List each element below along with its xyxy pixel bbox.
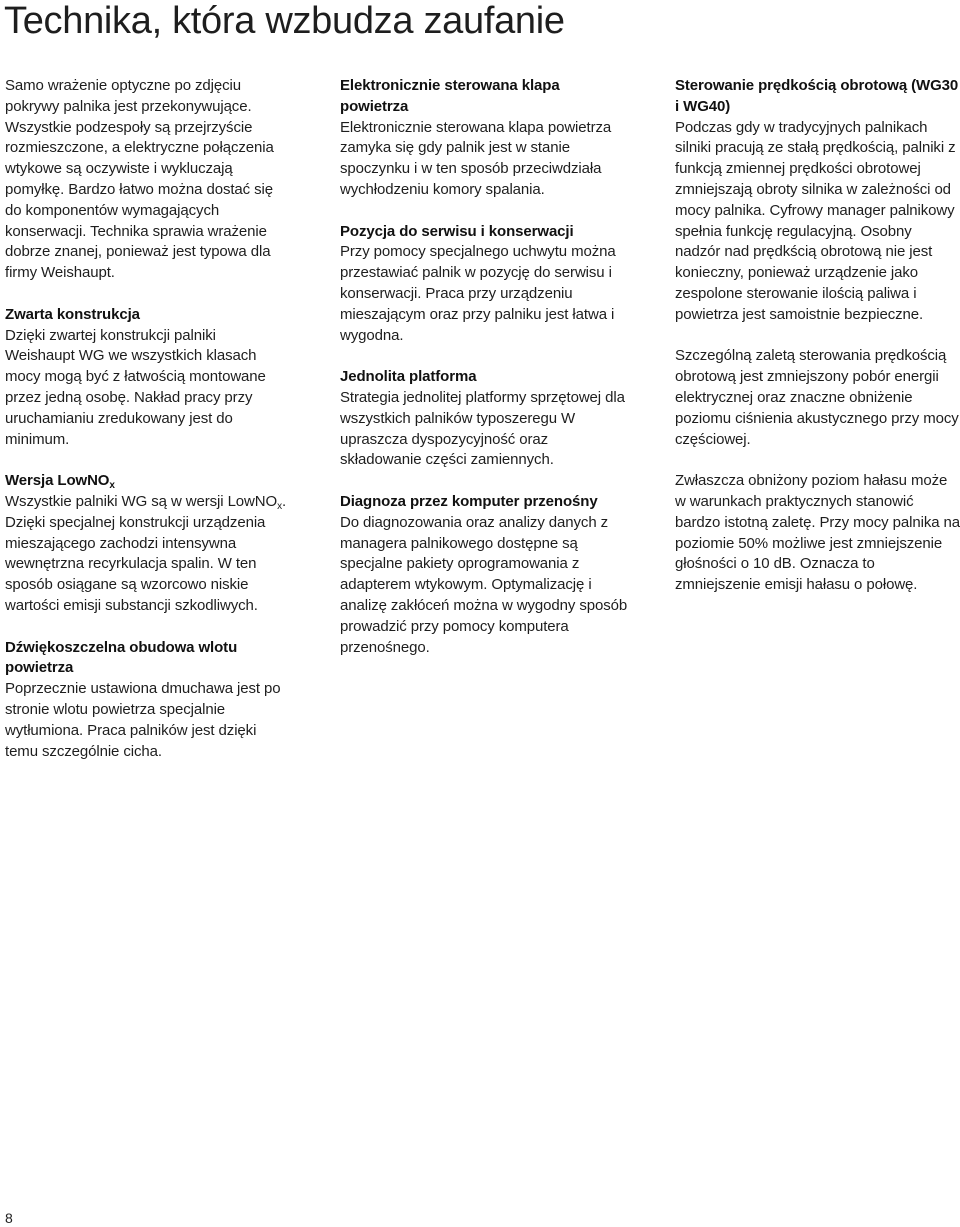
section-paragraph: Przy pomocy specjalnego uchwytu można przestawiać palnik w pozycję do serwisu i konserwacji. Praca przy urządzeniu mieszającym oraz przy palniku jest łatwa i wygodna.: [340, 243, 616, 344]
section-heading: Elektronicznie sterowana klapa powietrza: [340, 77, 560, 115]
lownox-section: [5, 471, 287, 617]
unified-platform-section: [340, 367, 630, 471]
section-paragraph: Do diagnozowania oraz analizy danych z managera palnikowego dostępne są specjalne pakiety oprogramowania z adapterem wtykowym. Optymalizację i analizę zakłóceń można w wygodny sposób prowadzić przy pomocy komputera przenośnego.: [340, 513, 628, 656]
paragraph-text: . Dzięki specjalnej konstrukcji urządzenia mieszającego zachodzi intensywna wewnętrzna recyrkulacja spalin. W ten sposób osiągane są wzorcowo niskie wartości emisji substancji szkodliwych.: [5, 492, 287, 614]
section-paragraph: Szczególną zaletą sterowania prędkością obrotową jest zmniejszony pobór energii elektrycznej oraz znaczne obniżenie poziomu ciśnienia akustycznego przy mocy częściowej.: [675, 347, 959, 448]
section-paragraph: Dzięki zwartej konstrukcji palniki Weishaupt WG we wszystkich klasach mocy mogą być z łatwością montowane przez jedną osobę. Nakład pracy przy uruchamianiu zredukowany jest do minimum.: [5, 326, 266, 448]
text-column-right: [675, 76, 960, 617]
paragraph-text: Wszystkie palniki WG są w wersji LowNO: [5, 492, 278, 510]
text-column-middle: [340, 76, 630, 679]
section-heading: Sterowanie prędkością obrotową (WG30 i WG40): [675, 77, 959, 115]
speed-control-section: [675, 76, 960, 596]
text-column-left: [5, 76, 287, 783]
section-paragraph: Elektronicznie sterowana klapa powietrza zamyka się gdy palnik jest w stanie spoczynku i w ten sposób przeciwdziała wychłodzeniu komory spalania.: [340, 118, 612, 198]
compact-construction-section: [5, 305, 287, 451]
section-heading: Zwarta konstrukcja: [5, 305, 140, 323]
heading-subscript: x: [109, 480, 115, 492]
soundproof-housing-section: [5, 638, 287, 763]
page-number: 8: [5, 1210, 13, 1226]
section-paragraph: Zwłaszcza obniżony poziom hałasu może w warunkach praktycznych stanowić bardzo istotną zaletę. Przy mocy palnika na poziomie 50% możliwe jest zmniejszenie głośności o 10 dB. Oznacza to zmniejszenie emisji hałasu o połowę.: [675, 472, 960, 594]
paragraph-subscript: x: [277, 500, 282, 512]
section-heading: Jednolita platforma: [340, 368, 477, 386]
section-paragraph: [5, 492, 287, 617]
section-heading: Dźwiękoszczelna obudowa wlotu powietrza: [5, 638, 238, 677]
service-position-section: [340, 222, 630, 347]
intro-paragraph: Samo wrażenie optyczne po zdjęciu pokrywy palnika jest przekonywujące. Wszystkie podzespoły są przejrzyście rozmieszczone, a elektryczne połączenia wtykowe są oczywiste i wykluczają pomyłkę. Bardzo łatwo można dostać się do komponentów wymagających konserwacji. Technika sprawia wrażenie dobrze znanej, ponieważ jest typowa dla firmy Weishaupt.: [5, 77, 274, 282]
section-heading: [5, 471, 287, 492]
heading-text: Wersja LowNO: [5, 472, 110, 490]
air-damper-section: [340, 76, 630, 201]
section-paragraph: Poprzecznie ustawiona dmuchawa jest po stronie wlotu powietrza specjalnie wytłumiona. Praca palników jest dzięki temu szczególnie cicha.: [5, 680, 281, 760]
laptop-diagnosis-section: [340, 492, 630, 658]
section-heading: Diagnoza przez komputer przenośny: [340, 492, 598, 510]
intro-section: [5, 76, 287, 284]
section-paragraph: Podczas gdy w tradycyjnych palnikach silniki pracują ze stałą prędkością, palniki z funkcją zmiennej prędkości obrotowej zmniejszają obroty silnika w zależności od mocy palnika. Cyfrowy manager palnikowy spełnia funkcję regulacyjną. Osobny nadzór nad prędkścią obrotową nie jest konieczny, ponieważ urządzenie jako zespolone sterowanie ilością paliwa i powietrza jest samoistnie bezpieczne.: [675, 118, 956, 323]
section-paragraph: Strategia jednolitej platformy sprzętowej dla wszystkich palników typoszeregu W upraszcza dyspozycyjność oraz składowanie części zamiennych.: [340, 388, 625, 469]
page-title: Technika, która wzbudza zaufanie: [4, 0, 565, 42]
section-heading: Pozycja do serwisu i konserwacji: [340, 222, 574, 240]
